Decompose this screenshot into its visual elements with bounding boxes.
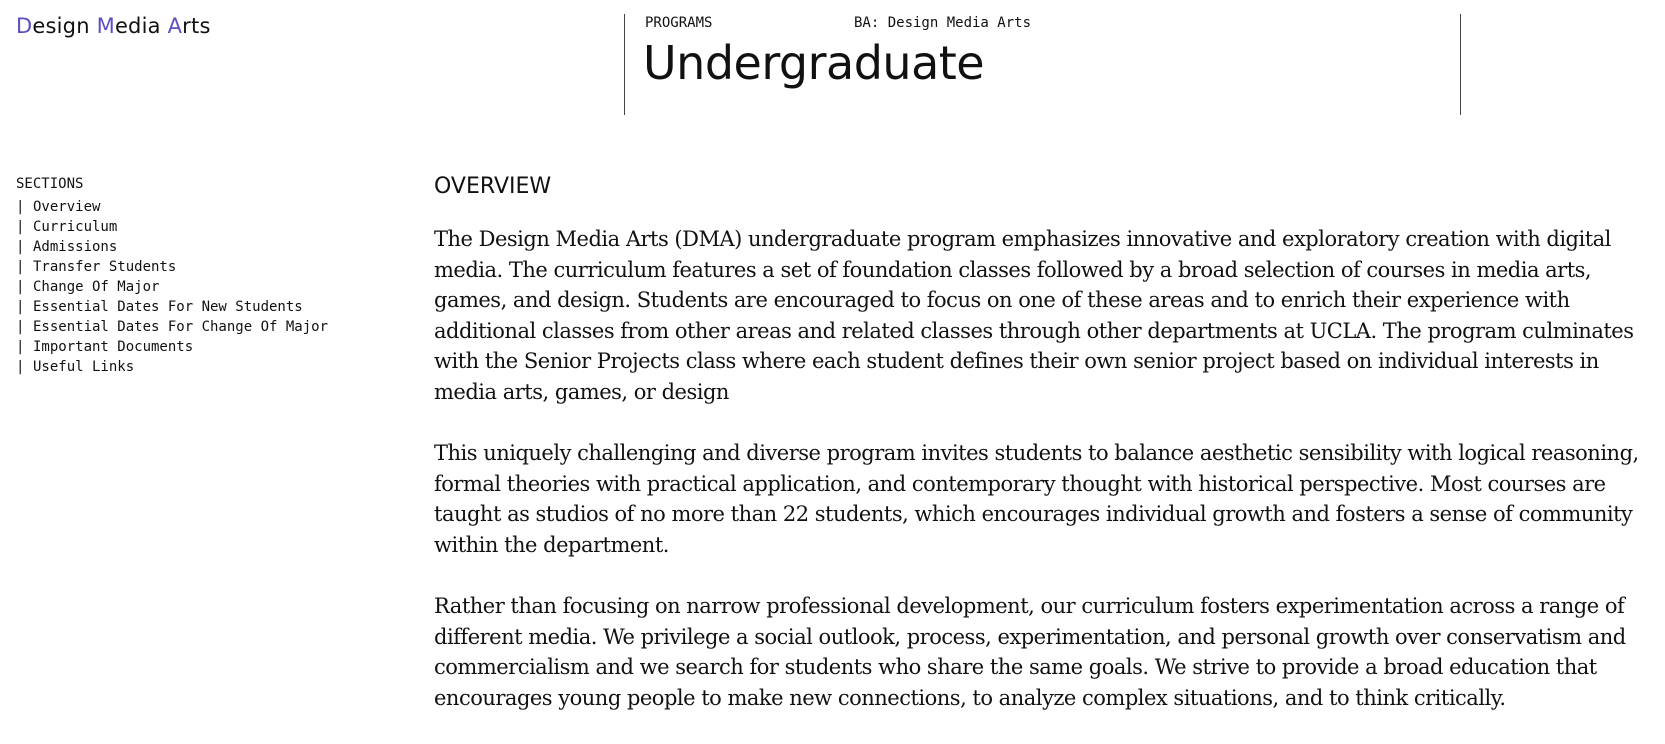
section-link-label: Transfer Students xyxy=(33,259,177,275)
section-link-transfer-students[interactable] xyxy=(16,257,416,277)
sections-list xyxy=(16,197,416,377)
logo-initial-d: D xyxy=(16,14,33,38)
main-content xyxy=(434,172,1644,744)
section-link-label: Essential Dates For Change Of Major xyxy=(33,319,329,335)
logo-word-rest-media: edia xyxy=(114,14,161,38)
section-link-essential-dates-change-of-major[interactable] xyxy=(16,317,416,337)
section-link-label: Overview xyxy=(33,199,101,215)
header-divider-left xyxy=(624,14,625,115)
header-divider-right xyxy=(1460,14,1461,115)
section-link-useful-links[interactable] xyxy=(16,357,416,377)
logo-initial-a: A xyxy=(167,14,183,38)
section-bar: | xyxy=(16,279,25,295)
section-link-curriculum[interactable] xyxy=(16,217,416,237)
section-bar: | xyxy=(16,259,25,275)
section-bar: | xyxy=(16,359,25,375)
section-link-change-of-major[interactable] xyxy=(16,277,416,297)
section-bar: | xyxy=(16,199,25,215)
breadcrumb-current: BA: Design Media Arts xyxy=(854,15,1032,31)
logo-initial-m: M xyxy=(96,14,115,38)
sections-heading: SECTIONS xyxy=(16,176,84,192)
section-bar: | xyxy=(16,299,25,315)
sections-nav xyxy=(16,175,416,377)
section-link-overview[interactable] xyxy=(16,197,416,217)
breadcrumb-programs[interactable]: PROGRAMS xyxy=(645,15,713,31)
section-link-essential-dates-new-students[interactable] xyxy=(16,297,416,317)
logo-word-rest-arts: rts xyxy=(182,14,211,38)
overview-paragraph-1: The Design Media Arts (DMA) undergraduate program emphasizes innovative and exploratory creation with digital media. The curriculum features a set of foundation classes followed by a broad selection of courses in media arts, games, and design. Students are encouraged to focus on one of these areas and to enrich their experience with additional classes from other areas and related classes through other departments at UCLA. The program culminates with the Senior Projects class where each student defines their own senior project based on individual interests in media arts, games, or design xyxy=(434,227,1634,404)
section-link-label: Curriculum xyxy=(33,219,118,235)
section-link-label: Essential Dates For New Students xyxy=(33,299,303,315)
section-link-important-documents[interactable] xyxy=(16,337,416,357)
section-bar: | xyxy=(16,319,25,335)
section-bar: | xyxy=(16,339,25,355)
section-bar: | xyxy=(16,219,25,235)
overview-paragraph-3: Rather than focusing on narrow professional development, our curriculum fosters experimentation across a range of different media. We privilege a social outlook, process, experimentation, and personal growth over conservatism and commercialism and we search for students who share the same goals. We strive to provide a broad education that encourages young people to make new connections, to analyze complex situations, and to think critically. xyxy=(434,594,1626,710)
section-link-label: Change Of Major xyxy=(33,279,160,295)
page-title: Undergraduate xyxy=(643,36,985,90)
section-link-label: Admissions xyxy=(33,239,118,255)
site-logo[interactable] xyxy=(16,14,211,38)
logo-word-rest-design: esign xyxy=(32,14,90,38)
section-link-label: Useful Links xyxy=(33,359,135,375)
section-title-overview: OVERVIEW xyxy=(434,174,552,199)
overview-paragraph-2: This uniquely challenging and diverse program invites students to balance aesthetic sensibility with logical reasoning, formal theories with practical application, and contemporary thought with historical perspective. Most courses are taught as studios of no more than 22 students, which encourages individual growth and fosters a sense of community within the department. xyxy=(434,441,1639,557)
section-bar: | xyxy=(16,239,25,255)
section-link-admissions[interactable] xyxy=(16,237,416,257)
section-link-label: Important Documents xyxy=(33,339,194,355)
